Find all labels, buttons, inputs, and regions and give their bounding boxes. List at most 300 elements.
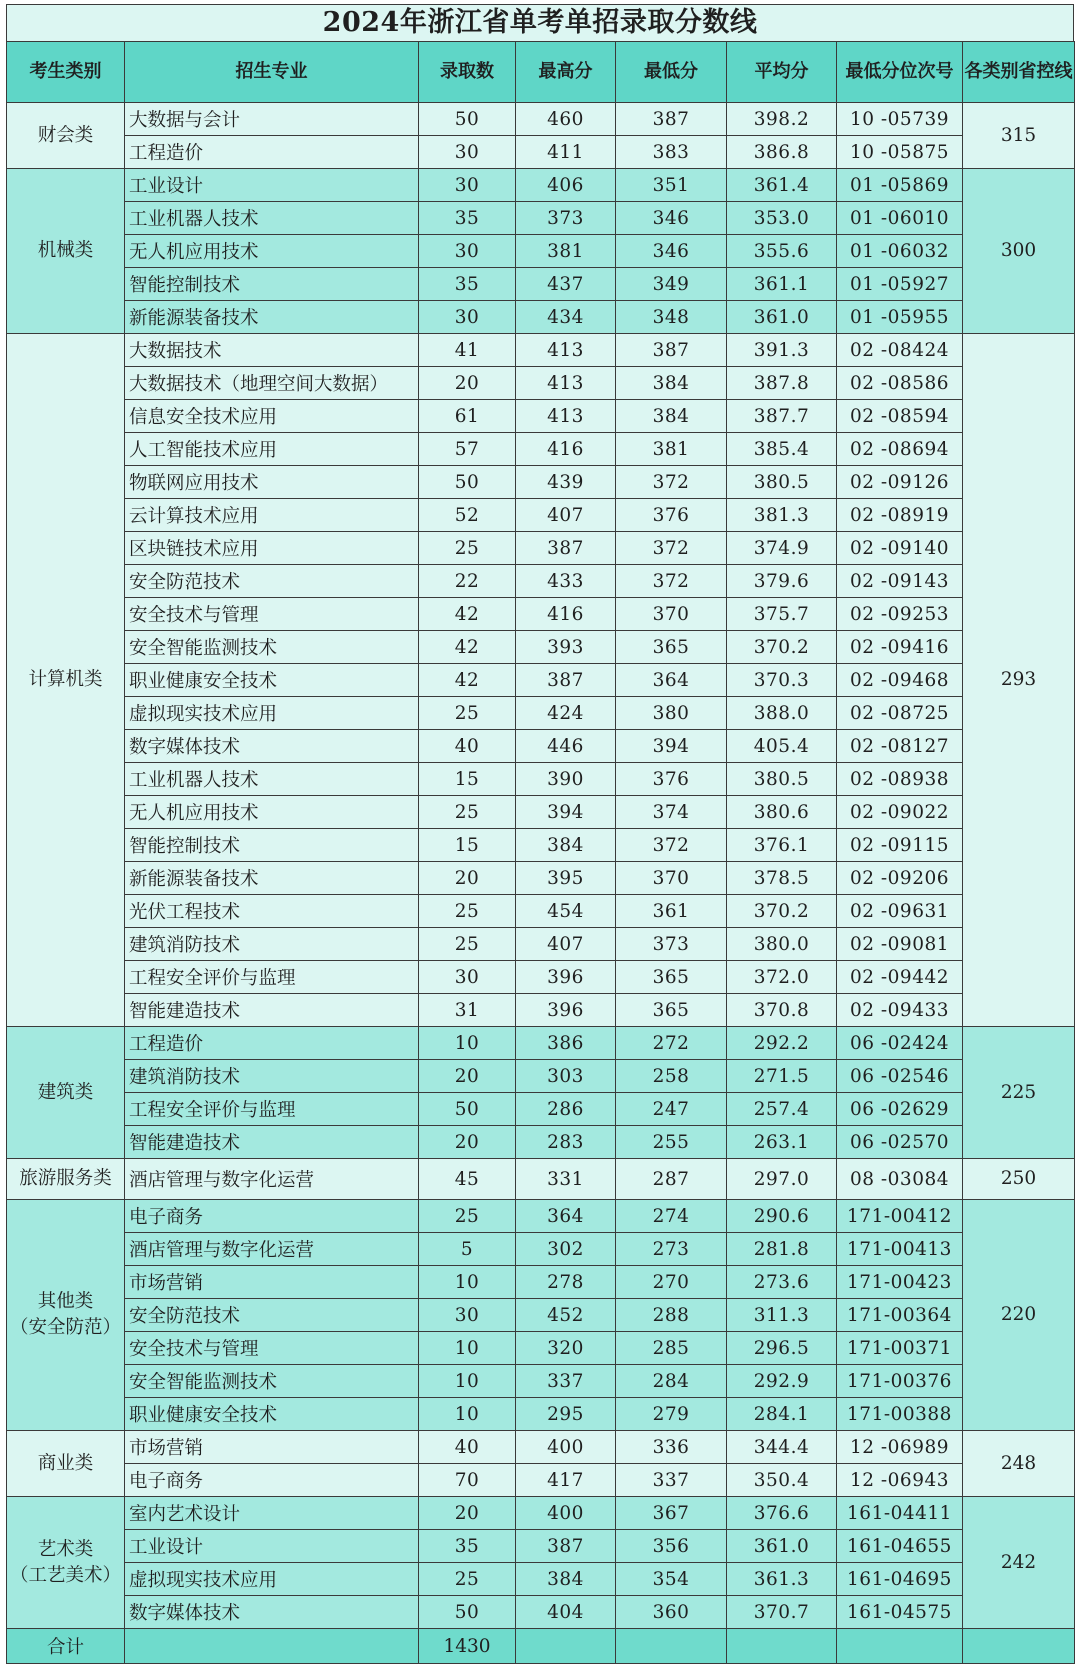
- admitted-cell: 25: [419, 796, 516, 829]
- max-score-cell: 454: [516, 895, 616, 928]
- major-cell: 智能控制技术: [125, 268, 419, 301]
- min-score-cell: 383: [616, 136, 727, 169]
- total-empty: [125, 1629, 419, 1664]
- min-rank-cell: 01 -05927: [837, 268, 963, 301]
- table-row: [7, 400, 1075, 433]
- table-row: [7, 565, 1075, 598]
- max-score-cell: 416: [516, 433, 616, 466]
- avg-score-cell: 311.3: [727, 1299, 837, 1332]
- max-score-cell: 434: [516, 301, 616, 334]
- max-score-cell: 413: [516, 400, 616, 433]
- table-row: [7, 1027, 1075, 1060]
- major-cell: 新能源装备技术: [125, 862, 419, 895]
- max-score-cell: 424: [516, 697, 616, 730]
- header-max-score: 最高分: [516, 42, 616, 103]
- min-score-cell: 370: [616, 598, 727, 631]
- max-score-cell: 406: [516, 169, 616, 202]
- min-rank-cell: 02 -09468: [837, 664, 963, 697]
- avg-score-cell: 361.4: [727, 169, 837, 202]
- admitted-cell: 70: [419, 1464, 516, 1497]
- category-cell: 其他类 （安全防范）: [7, 1200, 125, 1431]
- major-cell: 安全智能监测技术: [125, 1365, 419, 1398]
- min-rank-cell: 02 -09126: [837, 466, 963, 499]
- avg-score-cell: 296.5: [727, 1332, 837, 1365]
- table-row: [7, 1563, 1075, 1596]
- min-score-cell: 258: [616, 1060, 727, 1093]
- max-score-cell: 439: [516, 466, 616, 499]
- min-score-cell: 370: [616, 862, 727, 895]
- admitted-cell: 42: [419, 598, 516, 631]
- min-score-cell: 365: [616, 631, 727, 664]
- min-rank-cell: 02 -08586: [837, 367, 963, 400]
- min-rank-cell: 06 -02424: [837, 1027, 963, 1060]
- min-rank-cell: 01 -06032: [837, 235, 963, 268]
- max-score-cell: 387: [516, 664, 616, 697]
- admitted-cell: 10: [419, 1365, 516, 1398]
- table-row: [7, 334, 1075, 367]
- max-score-cell: 433: [516, 565, 616, 598]
- major-cell: 工业机器人技术: [125, 763, 419, 796]
- min-score-cell: 349: [616, 268, 727, 301]
- major-cell: 大数据技术: [125, 334, 419, 367]
- min-rank-cell: 02 -09433: [837, 994, 963, 1027]
- admitted-cell: 30: [419, 136, 516, 169]
- avg-score-cell: 386.8: [727, 136, 837, 169]
- admitted-cell: 30: [419, 1299, 516, 1332]
- min-score-cell: 346: [616, 235, 727, 268]
- table-row: [7, 1060, 1075, 1093]
- header-row: [7, 42, 1075, 103]
- total-empty: [963, 1629, 1075, 1664]
- table-row: [7, 829, 1075, 862]
- min-rank-cell: 01 -06010: [837, 202, 963, 235]
- header-min-rank: 最低分位次号: [837, 42, 963, 103]
- major-cell: 虚拟现实技术应用: [125, 1563, 419, 1596]
- min-score-cell: 270: [616, 1266, 727, 1299]
- major-cell: 数字媒体技术: [125, 1596, 419, 1629]
- min-score-cell: 351: [616, 169, 727, 202]
- max-score-cell: 411: [516, 136, 616, 169]
- admitted-cell: 10: [419, 1398, 516, 1431]
- avg-score-cell: 292.2: [727, 1027, 837, 1060]
- min-rank-cell: 08 -03084: [837, 1159, 963, 1200]
- table-row: [7, 466, 1075, 499]
- major-cell: 智能控制技术: [125, 829, 419, 862]
- min-score-cell: 384: [616, 400, 727, 433]
- table-row: [7, 1299, 1075, 1332]
- table-row: [7, 367, 1075, 400]
- control-line-cell: 293: [963, 334, 1075, 1027]
- table-row: [7, 1464, 1075, 1497]
- max-score-cell: 393: [516, 631, 616, 664]
- avg-score-cell: 353.0: [727, 202, 837, 235]
- control-line-cell: 250: [963, 1159, 1075, 1200]
- avg-score-cell: 297.0: [727, 1159, 837, 1200]
- avg-score-cell: 378.5: [727, 862, 837, 895]
- admitted-cell: 30: [419, 961, 516, 994]
- avg-score-cell: 387.8: [727, 367, 837, 400]
- admitted-cell: 42: [419, 631, 516, 664]
- max-score-cell: 337: [516, 1365, 616, 1398]
- major-cell: 云计算技术应用: [125, 499, 419, 532]
- control-line-cell: 242: [963, 1497, 1075, 1629]
- max-score-cell: 384: [516, 829, 616, 862]
- avg-score-cell: 380.5: [727, 466, 837, 499]
- max-score-cell: 404: [516, 1596, 616, 1629]
- avg-score-cell: 292.9: [727, 1365, 837, 1398]
- major-cell: 安全技术与管理: [125, 598, 419, 631]
- major-cell: 建筑消防技术: [125, 1060, 419, 1093]
- table-row: [7, 136, 1075, 169]
- total-count: 1430: [419, 1629, 516, 1664]
- min-rank-cell: 12 -06989: [837, 1431, 963, 1464]
- min-score-cell: 273: [616, 1233, 727, 1266]
- admitted-cell: 41: [419, 334, 516, 367]
- major-cell: 安全技术与管理: [125, 1332, 419, 1365]
- min-rank-cell: 06 -02546: [837, 1060, 963, 1093]
- min-score-cell: 384: [616, 367, 727, 400]
- avg-score-cell: 281.8: [727, 1233, 837, 1266]
- admitted-cell: 30: [419, 235, 516, 268]
- max-score-cell: 364: [516, 1200, 616, 1233]
- major-cell: 工业设计: [125, 169, 419, 202]
- admitted-cell: 25: [419, 1563, 516, 1596]
- admitted-cell: 50: [419, 1093, 516, 1126]
- avg-score-cell: 370.8: [727, 994, 837, 1027]
- max-score-cell: 381: [516, 235, 616, 268]
- table-row: [7, 928, 1075, 961]
- min-rank-cell: 02 -08127: [837, 730, 963, 763]
- control-line-cell: 220: [963, 1200, 1075, 1431]
- min-rank-cell: 171-00413: [837, 1233, 963, 1266]
- major-cell: 无人机应用技术: [125, 235, 419, 268]
- total-row: [7, 1629, 1075, 1664]
- major-cell: 数字媒体技术: [125, 730, 419, 763]
- header-control-line: 各类别省控线: [963, 42, 1075, 103]
- min-rank-cell: 171-00376: [837, 1365, 963, 1398]
- max-score-cell: 302: [516, 1233, 616, 1266]
- min-rank-cell: 02 -08594: [837, 400, 963, 433]
- major-cell: 大数据技术（地理空间大数据）: [125, 367, 419, 400]
- min-score-cell: 364: [616, 664, 727, 697]
- max-score-cell: 407: [516, 928, 616, 961]
- avg-score-cell: 273.6: [727, 1266, 837, 1299]
- min-score-cell: 346: [616, 202, 727, 235]
- admitted-cell: 22: [419, 565, 516, 598]
- max-score-cell: 413: [516, 334, 616, 367]
- admitted-cell: 10: [419, 1332, 516, 1365]
- min-rank-cell: 161-04575: [837, 1596, 963, 1629]
- admitted-cell: 40: [419, 730, 516, 763]
- min-rank-cell: 02 -09081: [837, 928, 963, 961]
- max-score-cell: 387: [516, 532, 616, 565]
- table-row: [7, 763, 1075, 796]
- min-rank-cell: 02 -09140: [837, 532, 963, 565]
- min-score-cell: 247: [616, 1093, 727, 1126]
- min-score-cell: 279: [616, 1398, 727, 1431]
- max-score-cell: 437: [516, 268, 616, 301]
- max-score-cell: 373: [516, 202, 616, 235]
- min-score-cell: 274: [616, 1200, 727, 1233]
- admitted-cell: 30: [419, 301, 516, 334]
- max-score-cell: 283: [516, 1126, 616, 1159]
- min-score-cell: 376: [616, 763, 727, 796]
- min-score-cell: 356: [616, 1530, 727, 1563]
- min-score-cell: 360: [616, 1596, 727, 1629]
- major-cell: 物联网应用技术: [125, 466, 419, 499]
- min-score-cell: 380: [616, 697, 727, 730]
- total-empty: [727, 1629, 837, 1664]
- avg-score-cell: 263.1: [727, 1126, 837, 1159]
- sheet-title: 2024年浙江省单考单招录取分数线: [6, 4, 1074, 41]
- table-row: [7, 1398, 1075, 1431]
- min-rank-cell: 02 -09416: [837, 631, 963, 664]
- min-rank-cell: 02 -08919: [837, 499, 963, 532]
- avg-score-cell: 350.4: [727, 1464, 837, 1497]
- min-rank-cell: 171-00388: [837, 1398, 963, 1431]
- major-cell: 工业设计: [125, 1530, 419, 1563]
- major-cell: 智能建造技术: [125, 994, 419, 1027]
- admitted-cell: 20: [419, 1497, 516, 1530]
- min-rank-cell: 171-00364: [837, 1299, 963, 1332]
- admitted-cell: 25: [419, 928, 516, 961]
- major-cell: 工业机器人技术: [125, 202, 419, 235]
- min-rank-cell: 161-04411: [837, 1497, 963, 1530]
- avg-score-cell: 284.1: [727, 1398, 837, 1431]
- admitted-cell: 50: [419, 466, 516, 499]
- admitted-cell: 52: [419, 499, 516, 532]
- min-rank-cell: 02 -09022: [837, 796, 963, 829]
- min-score-cell: 336: [616, 1431, 727, 1464]
- major-cell: 信息安全技术应用: [125, 400, 419, 433]
- max-score-cell: 395: [516, 862, 616, 895]
- major-cell: 安全智能监测技术: [125, 631, 419, 664]
- major-cell: 工程造价: [125, 136, 419, 169]
- avg-score-cell: 361.3: [727, 1563, 837, 1596]
- admitted-cell: 10: [419, 1266, 516, 1299]
- avg-score-cell: 361.0: [727, 301, 837, 334]
- min-score-cell: 372: [616, 829, 727, 862]
- table-row: [7, 301, 1075, 334]
- max-score-cell: 407: [516, 499, 616, 532]
- min-rank-cell: 06 -02629: [837, 1093, 963, 1126]
- avg-score-cell: 380.5: [727, 763, 837, 796]
- min-rank-cell: 02 -08938: [837, 763, 963, 796]
- table-row: [7, 598, 1075, 631]
- major-cell: 安全防范技术: [125, 1299, 419, 1332]
- min-score-cell: 272: [616, 1027, 727, 1060]
- min-score-cell: 373: [616, 928, 727, 961]
- min-score-cell: 284: [616, 1365, 727, 1398]
- total-empty: [616, 1629, 727, 1664]
- table-row: [7, 895, 1075, 928]
- max-score-cell: 394: [516, 796, 616, 829]
- major-cell: 建筑消防技术: [125, 928, 419, 961]
- major-cell: 室内艺术设计: [125, 1497, 419, 1530]
- table-row: [7, 664, 1075, 697]
- max-score-cell: 396: [516, 961, 616, 994]
- major-cell: 新能源装备技术: [125, 301, 419, 334]
- max-score-cell: 400: [516, 1431, 616, 1464]
- score-table: [6, 41, 1075, 1664]
- category-cell: 旅游服务类: [7, 1159, 125, 1200]
- admitted-cell: 50: [419, 1596, 516, 1629]
- min-rank-cell: 10 -05875: [837, 136, 963, 169]
- min-score-cell: 361: [616, 895, 727, 928]
- min-rank-cell: 06 -02570: [837, 1126, 963, 1159]
- major-cell: 酒店管理与数字化运营: [125, 1233, 419, 1266]
- admitted-cell: 20: [419, 1126, 516, 1159]
- min-score-cell: 285: [616, 1332, 727, 1365]
- min-rank-cell: 161-04655: [837, 1530, 963, 1563]
- avg-score-cell: 380.6: [727, 796, 837, 829]
- major-cell: 智能建造技术: [125, 1126, 419, 1159]
- min-score-cell: 287: [616, 1159, 727, 1200]
- admitted-cell: 10: [419, 1027, 516, 1060]
- admitted-cell: 30: [419, 169, 516, 202]
- avg-score-cell: 370.2: [727, 631, 837, 664]
- min-score-cell: 374: [616, 796, 727, 829]
- min-rank-cell: 171-00412: [837, 1200, 963, 1233]
- min-score-cell: 372: [616, 565, 727, 598]
- min-rank-cell: 02 -09206: [837, 862, 963, 895]
- table-row: [7, 1159, 1075, 1200]
- min-score-cell: 354: [616, 1563, 727, 1596]
- table-row: [7, 433, 1075, 466]
- table-body: [7, 103, 1075, 1664]
- admitted-cell: 25: [419, 1200, 516, 1233]
- admitted-cell: 35: [419, 268, 516, 301]
- table-row: [7, 1200, 1075, 1233]
- max-score-cell: 384: [516, 1563, 616, 1596]
- table-row: [7, 631, 1075, 664]
- max-score-cell: 417: [516, 1464, 616, 1497]
- admitted-cell: 42: [419, 664, 516, 697]
- table-row: [7, 1497, 1075, 1530]
- avg-score-cell: 344.4: [727, 1431, 837, 1464]
- max-score-cell: 295: [516, 1398, 616, 1431]
- control-line-cell: 300: [963, 169, 1075, 334]
- max-score-cell: 446: [516, 730, 616, 763]
- avg-score-cell: 374.9: [727, 532, 837, 565]
- control-line-cell: 315: [963, 103, 1075, 169]
- admitted-cell: 31: [419, 994, 516, 1027]
- table-row: [7, 730, 1075, 763]
- max-score-cell: 387: [516, 1530, 616, 1563]
- avg-score-cell: 370.2: [727, 895, 837, 928]
- category-cell: 艺术类 （工艺美术）: [7, 1497, 125, 1629]
- min-rank-cell: 02 -09442: [837, 961, 963, 994]
- major-cell: 安全防范技术: [125, 565, 419, 598]
- table-row: [7, 532, 1075, 565]
- admitted-cell: 5: [419, 1233, 516, 1266]
- header-admitted: 录取数: [419, 42, 516, 103]
- major-cell: 职业健康安全技术: [125, 1398, 419, 1431]
- avg-score-cell: 372.0: [727, 961, 837, 994]
- admitted-cell: 20: [419, 862, 516, 895]
- max-score-cell: 416: [516, 598, 616, 631]
- min-score-cell: 372: [616, 466, 727, 499]
- table-row: [7, 1093, 1075, 1126]
- min-score-cell: 367: [616, 1497, 727, 1530]
- avg-score-cell: 380.0: [727, 928, 837, 961]
- admitted-cell: 25: [419, 532, 516, 565]
- table-row: [7, 961, 1075, 994]
- admitted-cell: 15: [419, 829, 516, 862]
- min-rank-cell: 02 -08694: [837, 433, 963, 466]
- avg-score-cell: 381.3: [727, 499, 837, 532]
- min-score-cell: 288: [616, 1299, 727, 1332]
- avg-score-cell: 385.4: [727, 433, 837, 466]
- max-score-cell: 286: [516, 1093, 616, 1126]
- admitted-cell: 50: [419, 103, 516, 136]
- table-row: [7, 697, 1075, 730]
- min-rank-cell: 10 -05739: [837, 103, 963, 136]
- major-cell: 职业健康安全技术: [125, 664, 419, 697]
- min-rank-cell: 171-00371: [837, 1332, 963, 1365]
- admitted-cell: 25: [419, 697, 516, 730]
- table-row: [7, 1365, 1075, 1398]
- table-row: [7, 1332, 1075, 1365]
- min-rank-cell: 12 -06943: [837, 1464, 963, 1497]
- min-score-cell: 365: [616, 994, 727, 1027]
- max-score-cell: 278: [516, 1266, 616, 1299]
- category-cell: 机械类: [7, 169, 125, 334]
- table-row: [7, 1530, 1075, 1563]
- max-score-cell: 413: [516, 367, 616, 400]
- major-cell: 电子商务: [125, 1200, 419, 1233]
- major-cell: 区块链技术应用: [125, 532, 419, 565]
- admitted-cell: 40: [419, 1431, 516, 1464]
- admitted-cell: 45: [419, 1159, 516, 1200]
- header-avg-score: 平均分: [727, 42, 837, 103]
- category-cell: 商业类: [7, 1431, 125, 1497]
- header-min-score: 最低分: [616, 42, 727, 103]
- min-score-cell: 394: [616, 730, 727, 763]
- table-row: [7, 202, 1075, 235]
- avg-score-cell: 271.5: [727, 1060, 837, 1093]
- header-category: 考生类别: [7, 42, 125, 103]
- major-cell: 电子商务: [125, 1464, 419, 1497]
- min-rank-cell: 01 -05869: [837, 169, 963, 202]
- table-row: [7, 1596, 1075, 1629]
- table-row: [7, 268, 1075, 301]
- admitted-cell: 20: [419, 1060, 516, 1093]
- min-rank-cell: 02 -09115: [837, 829, 963, 862]
- major-cell: 无人机应用技术: [125, 796, 419, 829]
- total-label: 合计: [7, 1629, 125, 1664]
- min-score-cell: 365: [616, 961, 727, 994]
- control-line-cell: 225: [963, 1027, 1075, 1159]
- min-rank-cell: 171-00423: [837, 1266, 963, 1299]
- avg-score-cell: 379.6: [727, 565, 837, 598]
- admitted-cell: 20: [419, 367, 516, 400]
- max-score-cell: 320: [516, 1332, 616, 1365]
- admission-score-sheet: [6, 4, 1074, 1664]
- min-rank-cell: 02 -08725: [837, 697, 963, 730]
- table-row: [7, 796, 1075, 829]
- major-cell: 大数据与会计: [125, 103, 419, 136]
- avg-score-cell: 388.0: [727, 697, 837, 730]
- table-row: [7, 235, 1075, 268]
- total-empty: [516, 1629, 616, 1664]
- min-rank-cell: 02 -08424: [837, 334, 963, 367]
- major-cell: 酒店管理与数字化运营: [125, 1159, 419, 1200]
- min-score-cell: 372: [616, 532, 727, 565]
- major-cell: 光伏工程技术: [125, 895, 419, 928]
- min-score-cell: 337: [616, 1464, 727, 1497]
- min-score-cell: 348: [616, 301, 727, 334]
